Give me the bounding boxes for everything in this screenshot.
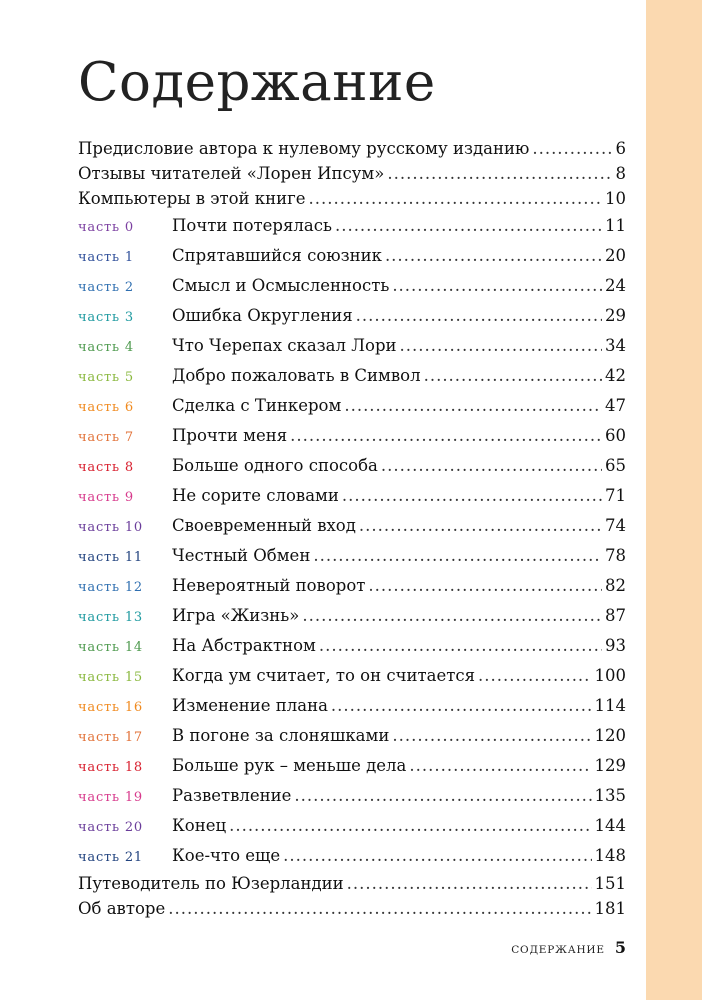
part-label: часть 6 bbox=[78, 400, 134, 415]
entry-title: Почти потерялась bbox=[172, 216, 332, 235]
page-number: 5 bbox=[614, 938, 626, 957]
entry-page-number: 87 bbox=[605, 606, 626, 625]
dot-leader bbox=[409, 751, 591, 781]
dot-leader bbox=[335, 211, 602, 241]
running-footer-label: СОДЕРЖАНИЕ bbox=[511, 944, 605, 956]
part-label: часть 16 bbox=[78, 700, 143, 715]
part-label: часть 13 bbox=[78, 610, 143, 625]
part-label: часть 3 bbox=[78, 310, 134, 325]
toc-part-entry[interactable] bbox=[78, 631, 626, 661]
toc-part-entry[interactable] bbox=[78, 451, 626, 481]
entry-page-number: 11 bbox=[605, 216, 626, 235]
dot-leader bbox=[392, 721, 591, 751]
parts-list bbox=[78, 211, 626, 871]
toc-part-entry[interactable] bbox=[78, 211, 626, 241]
toc-entry[interactable] bbox=[78, 161, 626, 186]
entry-page-number: 8 bbox=[615, 164, 626, 183]
entry-title: Невероятный поворот bbox=[172, 576, 366, 595]
entry-title: Прочти меня bbox=[172, 426, 288, 445]
entry-page-number: 24 bbox=[605, 276, 626, 295]
entry-title: Добро пожаловать в Символ bbox=[172, 366, 421, 385]
part-label: часть 5 bbox=[78, 370, 134, 385]
dot-leader bbox=[229, 811, 591, 841]
back-matter-list bbox=[78, 871, 626, 921]
page-title: Содержание bbox=[78, 52, 436, 113]
part-label: часть 8 bbox=[78, 460, 134, 475]
dot-leader bbox=[309, 186, 602, 211]
entry-page-number: 20 bbox=[605, 246, 626, 265]
entry-title: Изменение плана bbox=[172, 696, 328, 715]
page-footer bbox=[511, 938, 626, 957]
entry-page-number: 135 bbox=[594, 786, 626, 805]
toc-part-entry[interactable] bbox=[78, 811, 626, 841]
entry-title: Предисловие автора к нулевому русскому изданию bbox=[78, 139, 530, 158]
entry-page-number: 78 bbox=[605, 546, 626, 565]
toc-entry[interactable] bbox=[78, 896, 626, 921]
part-label: часть 4 bbox=[78, 340, 134, 355]
entry-page-number: 93 bbox=[605, 636, 626, 655]
toc-part-entry[interactable] bbox=[78, 571, 626, 601]
dot-leader bbox=[331, 691, 592, 721]
entry-title: На Абстрактном bbox=[172, 636, 316, 655]
entry-page-number: 181 bbox=[594, 899, 626, 918]
entry-title: Больше рук – меньше дела bbox=[172, 756, 407, 775]
toc-part-entry[interactable] bbox=[78, 541, 626, 571]
entry-page-number: 114 bbox=[594, 696, 626, 715]
part-label: часть 19 bbox=[78, 790, 143, 805]
entry-page-number: 82 bbox=[605, 576, 626, 595]
part-label: часть 20 bbox=[78, 820, 143, 835]
entry-page-number: 65 bbox=[605, 456, 626, 475]
dot-leader bbox=[478, 661, 591, 691]
toc-entry[interactable] bbox=[78, 871, 626, 896]
entry-title: Своевременный вход bbox=[172, 516, 356, 535]
dot-leader bbox=[302, 601, 602, 631]
entry-title: Компьютеры в этой книге bbox=[78, 189, 306, 208]
entry-title: Конец bbox=[172, 816, 227, 835]
part-label: часть 21 bbox=[78, 850, 143, 865]
entry-page-number: 71 bbox=[605, 486, 626, 505]
dot-leader bbox=[385, 241, 602, 271]
toc-part-entry[interactable] bbox=[78, 661, 626, 691]
entry-page-number: 151 bbox=[594, 874, 626, 893]
front-matter-list bbox=[78, 136, 626, 211]
entry-title: Об авторе bbox=[78, 899, 166, 918]
entry-title: Путеводитель по Юзерландии bbox=[78, 874, 344, 893]
dot-leader bbox=[532, 136, 612, 161]
part-label: часть 10 bbox=[78, 520, 143, 535]
dot-leader bbox=[381, 451, 602, 481]
entry-page-number: 60 bbox=[605, 426, 626, 445]
part-label: часть 1 bbox=[78, 250, 134, 265]
dot-leader bbox=[392, 271, 602, 301]
entry-title: Смысл и Осмысленность bbox=[172, 276, 390, 295]
dot-leader bbox=[387, 161, 612, 186]
entry-title: Что Черепах сказал Лори bbox=[172, 336, 397, 355]
entry-title: Отзывы читателей «Лорен Ипсум» bbox=[78, 164, 385, 183]
entry-page-number: 29 bbox=[605, 306, 626, 325]
toc-part-entry[interactable] bbox=[78, 421, 626, 451]
entry-title: Не сорите словами bbox=[172, 486, 339, 505]
part-label: часть 18 bbox=[78, 760, 143, 775]
toc-part-entry[interactable] bbox=[78, 601, 626, 631]
toc-part-entry[interactable] bbox=[78, 841, 626, 871]
part-label: часть 15 bbox=[78, 670, 143, 685]
dot-leader bbox=[294, 781, 591, 811]
part-label: часть 12 bbox=[78, 580, 143, 595]
side-color-band bbox=[646, 0, 702, 1000]
part-label: часть 14 bbox=[78, 640, 143, 655]
dot-leader bbox=[290, 421, 602, 451]
entry-title: Разветвление bbox=[172, 786, 292, 805]
part-label: часть 17 bbox=[78, 730, 143, 745]
part-label: часть 2 bbox=[78, 280, 134, 295]
toc-part-entry[interactable] bbox=[78, 241, 626, 271]
dot-leader bbox=[344, 391, 602, 421]
dot-leader bbox=[356, 301, 602, 331]
dot-leader bbox=[168, 896, 591, 921]
dot-leader bbox=[313, 541, 602, 571]
toc-part-entry[interactable] bbox=[78, 301, 626, 331]
entry-title: Ошибка Округления bbox=[172, 306, 353, 325]
toc-part-entry[interactable] bbox=[78, 361, 626, 391]
dot-leader bbox=[368, 571, 602, 601]
entry-page-number: 34 bbox=[605, 336, 626, 355]
dot-leader bbox=[359, 511, 602, 541]
entry-title: Больше одного способа bbox=[172, 456, 378, 475]
entry-page-number: 120 bbox=[594, 726, 626, 745]
dot-leader bbox=[319, 631, 602, 661]
toc-part-entry[interactable] bbox=[78, 271, 626, 301]
entry-title: Когда ум считает, то он считается bbox=[172, 666, 476, 685]
entry-page-number: 42 bbox=[605, 366, 626, 385]
entry-title: В погоне за слоняшками bbox=[172, 726, 390, 745]
toc-part-entry[interactable] bbox=[78, 781, 626, 811]
toc-part-entry[interactable] bbox=[78, 331, 626, 361]
entry-page-number: 74 bbox=[605, 516, 626, 535]
toc-entry[interactable] bbox=[78, 136, 626, 161]
entry-page-number: 129 bbox=[594, 756, 626, 775]
entry-page-number: 6 bbox=[615, 139, 626, 158]
toc-entry[interactable] bbox=[78, 186, 626, 211]
dot-leader bbox=[283, 841, 591, 871]
entry-page-number: 10 bbox=[605, 189, 626, 208]
dot-leader bbox=[347, 871, 592, 896]
part-label: часть 0 bbox=[78, 220, 134, 235]
entry-page-number: 47 bbox=[605, 396, 626, 415]
toc-part-entry[interactable] bbox=[78, 511, 626, 541]
part-label: часть 9 bbox=[78, 490, 134, 505]
entry-page-number: 100 bbox=[594, 666, 626, 685]
part-label: часть 7 bbox=[78, 430, 134, 445]
toc-part-entry[interactable] bbox=[78, 691, 626, 721]
entry-page-number: 148 bbox=[594, 846, 626, 865]
part-label: часть 11 bbox=[78, 550, 143, 565]
table-of-contents bbox=[78, 136, 626, 921]
entry-title: Сделка с Тинкером bbox=[172, 396, 342, 415]
toc-part-entry[interactable] bbox=[78, 391, 626, 421]
toc-part-entry[interactable] bbox=[78, 751, 626, 781]
entry-title: Кое-что еще bbox=[172, 846, 281, 865]
toc-part-entry[interactable] bbox=[78, 481, 626, 511]
toc-part-entry[interactable] bbox=[78, 721, 626, 751]
entry-title: Игра «Жизнь» bbox=[172, 606, 300, 625]
dot-leader bbox=[424, 361, 602, 391]
entry-title: Спрятавшийся союзник bbox=[172, 246, 382, 265]
entry-page-number: 144 bbox=[594, 816, 626, 835]
entry-title: Честный Обмен bbox=[172, 546, 311, 565]
dot-leader bbox=[342, 481, 602, 511]
dot-leader bbox=[400, 331, 602, 361]
